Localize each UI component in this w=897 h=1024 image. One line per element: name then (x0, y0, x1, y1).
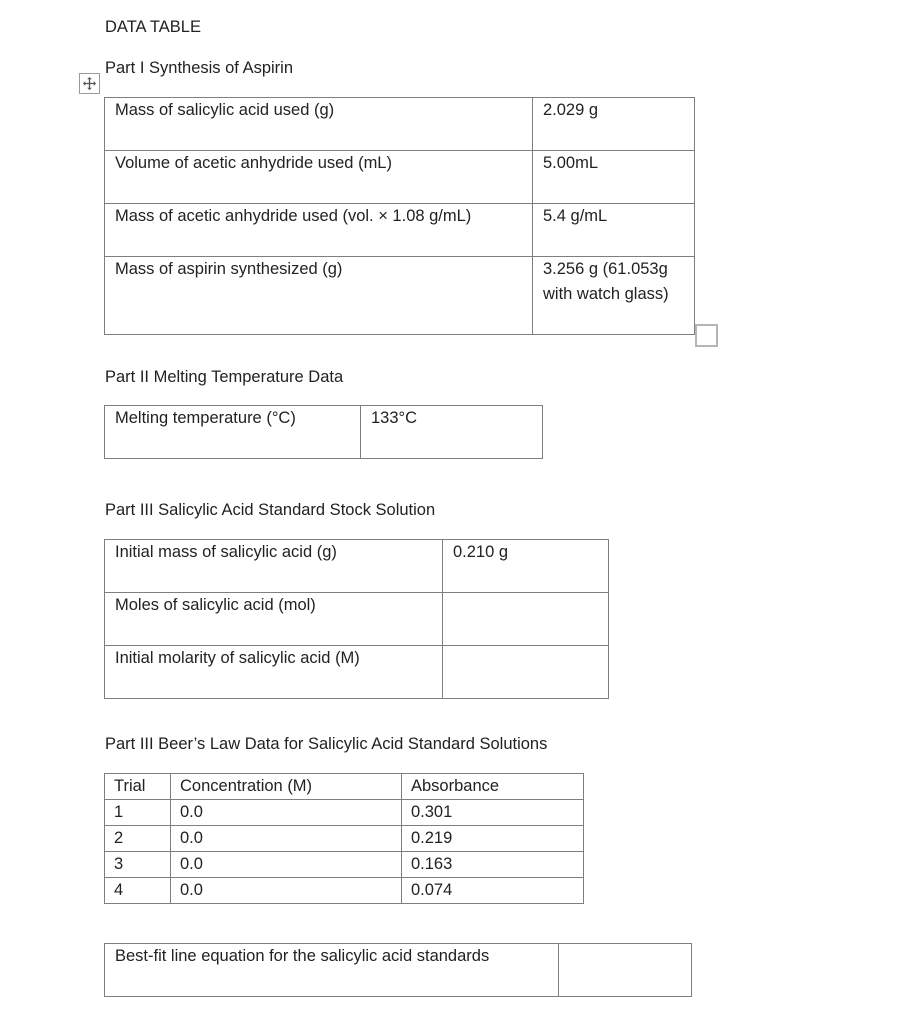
table-cell[interactable] (559, 944, 692, 997)
table-cell[interactable] (533, 204, 695, 257)
table-cell[interactable] (105, 204, 533, 257)
table-cell[interactable] (361, 406, 543, 459)
row-label: Volume of acetic anhydride used (mL) (115, 154, 392, 172)
row-label: Initial molarity of salicylic acid (M) (115, 649, 360, 667)
table-cell[interactable] (105, 406, 361, 459)
row-label: Mass of aspirin synthesized (g) (115, 260, 343, 278)
table-row (105, 646, 609, 699)
table-cell[interactable] (533, 98, 695, 151)
table-cell[interactable] (402, 878, 584, 904)
part3-table (104, 539, 609, 699)
row-label: Melting temperature (°C) (115, 409, 296, 427)
row-label: Initial mass of salicylic acid (g) (115, 543, 337, 561)
table-cell[interactable] (105, 878, 171, 904)
trial-number: 4 (114, 881, 124, 899)
table-row (105, 540, 609, 593)
table-cell[interactable] (533, 151, 695, 204)
row-value: 5.00mL (543, 154, 599, 172)
column-header: Trial (114, 777, 146, 795)
table-cell[interactable] (171, 878, 402, 904)
table-cell[interactable] (402, 774, 584, 800)
table-cell[interactable] (105, 540, 443, 593)
table-cell[interactable] (171, 852, 402, 878)
table-cell[interactable] (443, 593, 609, 646)
column-header: Concentration (M) (180, 777, 313, 795)
part3b-title: Part III Beer’s Law Data for Salicylic Acid Standard Solutions (105, 735, 548, 753)
table-row (105, 204, 695, 257)
move-arrows-icon[interactable] (79, 73, 100, 94)
row-label: Best-fit line equation for the salicylic acid standards (115, 947, 490, 965)
table-cell[interactable] (443, 540, 609, 593)
table-row (105, 151, 695, 204)
table-cell[interactable] (105, 257, 533, 335)
resize-box-icon[interactable] (695, 324, 718, 347)
move-arrows-glyph (82, 76, 97, 91)
table-cell[interactable] (402, 826, 584, 852)
table-cell[interactable] (105, 151, 533, 204)
table-row (105, 852, 584, 878)
part3-title: Part III Salicylic Acid Standard Stock Solution (105, 501, 436, 519)
concentration: 0.0 (180, 881, 203, 899)
table-row (105, 878, 584, 904)
table-cell[interactable] (105, 98, 533, 151)
part1-title: Part I Synthesis of Aspirin (105, 59, 294, 77)
concentration: 0.0 (180, 829, 203, 847)
table-row (105, 593, 609, 646)
table-cell[interactable] (533, 257, 695, 335)
absorbance: 0.219 (411, 829, 453, 847)
table-cell[interactable] (105, 826, 171, 852)
table-header-row (105, 774, 584, 800)
bestfit-table (104, 943, 692, 997)
absorbance: 0.301 (411, 803, 453, 821)
row-value: 133°C (371, 409, 418, 427)
absorbance: 0.074 (411, 881, 453, 899)
table-row (105, 98, 695, 151)
row-label: Mass of acetic anhydride used (vol. × 1.08 g/mL) (115, 207, 472, 225)
table-cell[interactable] (402, 800, 584, 826)
concentration: 0.0 (180, 855, 203, 873)
part1-table (104, 97, 695, 335)
trial-number: 2 (114, 829, 124, 847)
table-cell[interactable] (402, 852, 584, 878)
table-row (105, 406, 543, 459)
row-label: Mass of salicylic acid used (g) (115, 101, 335, 119)
table-cell[interactable] (105, 646, 443, 699)
table-cell[interactable] (105, 944, 559, 997)
page-heading: DATA TABLE (105, 18, 201, 36)
table-cell[interactable] (443, 646, 609, 699)
row-value: 5.4 g/mL (543, 207, 608, 225)
part2-title: Part II Melting Temperature Data (105, 368, 344, 386)
table-cell[interactable] (105, 852, 171, 878)
absorbance: 0.163 (411, 855, 453, 873)
table-cell[interactable] (171, 826, 402, 852)
column-header: Absorbance (411, 777, 500, 795)
row-value: 2.029 g (543, 101, 599, 119)
trial-number: 3 (114, 855, 124, 873)
table-cell[interactable] (171, 774, 402, 800)
row-label: Moles of salicylic acid (mol) (115, 596, 316, 614)
trial-number: 1 (114, 803, 124, 821)
table-cell[interactable] (105, 774, 171, 800)
table-row (105, 257, 695, 335)
table-cell[interactable] (105, 593, 443, 646)
table-row (105, 826, 584, 852)
beers-law-table (104, 773, 584, 904)
table-row (105, 944, 692, 997)
table-cell[interactable] (171, 800, 402, 826)
row-value: 0.210 g (453, 543, 509, 561)
table-cell[interactable] (105, 800, 171, 826)
concentration: 0.0 (180, 803, 203, 821)
table-row (105, 800, 584, 826)
row-value: 3.256 g (61.053g with watch glass) (543, 260, 669, 303)
part2-table (104, 405, 543, 459)
